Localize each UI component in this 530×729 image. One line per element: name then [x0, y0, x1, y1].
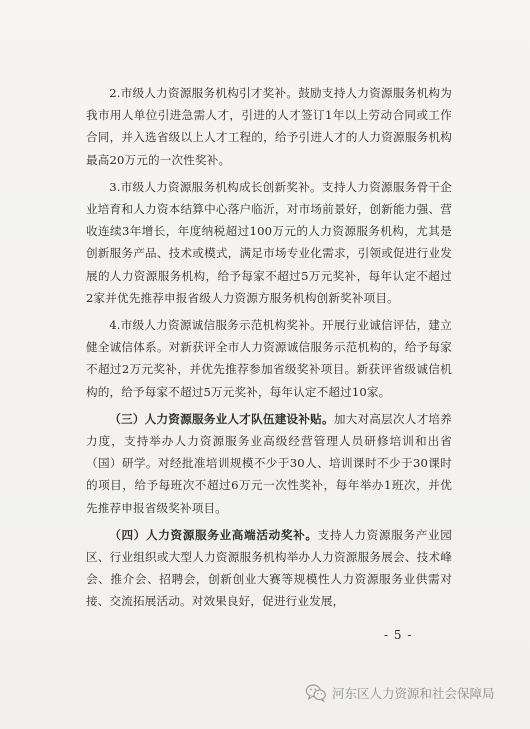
wechat-icon	[305, 683, 327, 703]
paragraph-text: 加大对高层次人才培养力度，支持举办人力资源服务业高级经营管理人员研修培训和出省（国）研学。对经批准培训规模不少于30人、培训课时不少于30课时的项目，给予每班次不超过6万元一次性奖补，每年举办1班次，并优先推荐申报省级奖补项目。	[86, 411, 452, 515]
paragraph-text: 支持人力资源服务产业园区、行业组织或大型人力资源服务机构举办人力资源服务展会、技术峰会、推介会、招聘会，创新创业大赛等规模性人力资源服务业供需对接、交流拓展活动。对效果良好，促进行业发展，	[86, 527, 452, 609]
paragraph-talent-introduction-subsidy	[86, 82, 452, 171]
paragraph-integrity-demonstration-subsidy	[86, 314, 452, 403]
paragraph-text: 2.市级人力资源服务机构引才奖补。鼓励支持人力资源服务机构为我市用人单位引进急需人才，引进的人才签订1年以上劳动合同或工作合同，并入选省级以上人才工程的，给予引进人才的人力资源服务机构最高20万元的一次性奖补。	[86, 86, 452, 167]
paragraph-growth-innovation-subsidy	[86, 176, 452, 309]
paragraph-text: 3.市级人力资源服务机构成长创新奖补。支持人力资源服务骨干企业培育和人力资本结算中心落户临沂，对市场前景好，创新能力强、营收连续3年增长，年度纳税超过100万元的人力资源服务机构，尤其是创新服务产品、技术或模式，满足市场专业化需求，引领或促进行业发展的人力资源服务机构，给予每家不超过5万元奖补，每年认定不超过2家并优先推荐申报省级人力资源方服务机构创新奖补项目。	[86, 179, 452, 305]
page-number: - 5 -	[384, 628, 413, 642]
watermark-text: 河东区人力资源和社会保障局	[332, 686, 495, 701]
section-heading: （四）人力资源服务业高端活动奖补。	[109, 527, 318, 542]
paragraph-talent-team-subsidy	[86, 408, 452, 519]
section-heading: （三）人力资源服务业人才队伍建设补贴。	[109, 411, 334, 426]
document-body	[86, 82, 452, 617]
paragraph-high-end-activity-subsidy	[86, 524, 452, 613]
watermark	[305, 682, 495, 704]
paragraph-text: 4.市级人力资源诚信服务示范机构奖补。开展行业诚信评估，建立健全诚信体系。对新获评全市人力资源诚信服务示范机构的，给予每家不超过2万元奖补，并优先推荐参加省级奖补项目。新获评省级诚信机构的，给予每家不超过5万元奖补，每年认定不超过10家。	[86, 318, 452, 399]
